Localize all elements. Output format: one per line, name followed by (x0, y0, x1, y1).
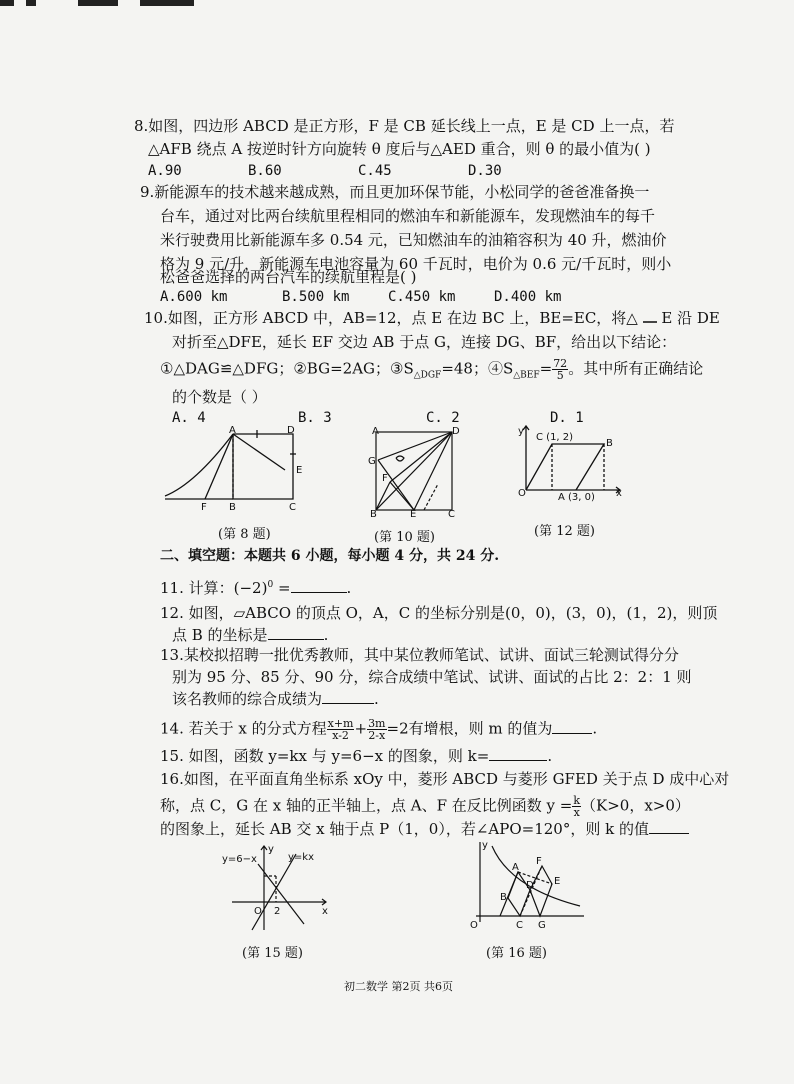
q10-fraction (552, 358, 568, 381)
q13-line3 (172, 690, 379, 708)
q16-line2-tail: （K>0，x>0） (581, 796, 690, 815)
q10-option-c: C. 2 (426, 410, 460, 426)
figure-15 (218, 842, 334, 934)
q11-exponent: 0 (267, 580, 274, 590)
q14-fraction-1 (327, 718, 355, 741)
q15-answer-blank[interactable] (489, 760, 547, 761)
q16-line2-text: 称，点 C，G 在 x 轴的正半轴上，点 A、F 在反比例函数 (160, 796, 547, 815)
q14-f2-num: 3m (368, 717, 386, 730)
q12-end: . (323, 626, 329, 644)
q16-line1: 16.如图，在平面直角坐标系 xOy 中，菱形 ABCD 与菱形 GFED 关于点 D 成中心对 (160, 770, 730, 788)
q8-option-c: C.45 (358, 163, 392, 179)
q13-answer-blank[interactable] (322, 703, 374, 704)
fig15-label-y: y (268, 844, 274, 855)
q16-line2 (160, 795, 690, 818)
q13-line2: 别为 95 分、85 分、90 分，综合成绩中笔试、试讲、面试的占比 2：2：1 则 (172, 668, 692, 686)
q10-frac-den: 5 (556, 369, 564, 382)
q9-option-b: B.500 km (282, 289, 350, 305)
q12-line1: 12. 如图，▱ABCO 的顶点 O，A，C 的坐标分别是(0，0)，(3，0)，(1，2)，则顶 (160, 604, 718, 622)
fig10-label-d: D (452, 426, 460, 437)
q15-line (160, 747, 552, 765)
q10-line3-part1: ①△DAG≌△DFG；②BG=2AG；③S (160, 359, 414, 378)
q14-f1-num: x+m (327, 717, 354, 730)
fig12-label-x: x (616, 488, 622, 499)
q14-fraction-2 (367, 718, 386, 741)
fig10-label-c: C (448, 509, 455, 520)
fig10-label-e: E (410, 509, 417, 520)
fig16-label-e: E (554, 876, 561, 887)
fig16-label-c: C (516, 920, 523, 931)
figure-8 (165, 424, 315, 514)
scan-header-artifact (0, 0, 794, 10)
q9-option-d: D.400 km (494, 289, 562, 305)
figure-10 (368, 424, 468, 518)
q12-answer-blank[interactable] (268, 639, 324, 640)
q14-f1-den: x-2 (332, 729, 349, 742)
fig10-label-a: A (372, 426, 379, 437)
fig16-label-f: F (536, 856, 542, 867)
fig12-caption: (第 12 题) (534, 524, 595, 539)
q14-text: 14. 若关于 x 的分式方程 (160, 719, 327, 738)
q9-option-a: A.600 km (160, 289, 228, 305)
page-footer: 初二数学 第2页 共6页 (344, 980, 453, 993)
q10-line3-part3: 。其中所有正确结论 (568, 359, 704, 378)
fig15-label-line2: y=kx (288, 852, 315, 863)
fig8-label-b: B (229, 502, 236, 513)
fig10-label-b: B (370, 509, 377, 520)
q16-line3 (160, 820, 689, 838)
fig16-label-y: y (482, 840, 488, 851)
fig16-label-a: A (512, 862, 519, 873)
q9-line3: 米行驶费用比新能源车多 0.54 元，已知燃油车的油箱容积为 40 升，燃油价 (160, 231, 667, 249)
fig12-label-c: C (1, 2) (536, 432, 574, 443)
fig10-caption: (第 10 题) (374, 530, 435, 545)
q14-line (160, 718, 597, 741)
section2-heading: 二、填空题：本题共 6 小题，每小题 4 分，共 24 分. (160, 548, 500, 564)
figure-12 (516, 424, 628, 504)
q8-line1: 8.如图，四边形 ABCD 是正方形，F 是 CB 延长线上一点，E 是 CD 上一点，若 (134, 117, 675, 135)
fig15-caption: (第 15 题) (242, 946, 303, 961)
fig10-label-g: G (368, 456, 376, 467)
q9-line4: 格为 9 元/升，新能源车电池容量为 60 千瓦时，电价为 0.6 元/千瓦时，则小 (160, 255, 672, 273)
q10-line3-eq: = (539, 359, 553, 378)
q11-answer-blank[interactable] (291, 592, 347, 593)
fig15-label-o: O (254, 906, 262, 917)
q14-text-2: =2有增根，则 m 的值为 (386, 719, 553, 738)
fig8-caption: (第 8 题) (218, 527, 271, 542)
q9-line2: 台车，通过对比两台续航里程相同的燃油车和新能源车，发现燃油车的每千 (160, 207, 656, 225)
fig12-label-b: B (606, 438, 613, 449)
q13-line3-text: 该名教师的综合成绩为 (172, 690, 323, 708)
fig8-label-d: D (287, 425, 295, 436)
q13-line1: 13.某校拟招聘一批优秀教师，其中某位教师笔试、试讲、面试三轮测试得分分 (160, 646, 679, 664)
fig16-label-d: D (526, 880, 534, 891)
q11-text: 11. 计算：(−2) (160, 579, 268, 597)
fig12-label-a: A (3, 0) (558, 492, 595, 503)
q16-line3-text: 的图象上，延长 AB 交 x 轴于点 P（1，0），若∠APO=120°，则 k 的值 (160, 820, 649, 838)
fig15-label-2: 2 (274, 906, 281, 917)
q10-line1 (144, 309, 720, 327)
fig16-caption: (第 16 题) (486, 946, 547, 961)
q9-line1: 9.新能源车的技术越来越成熟，而且更加环保节能，小松同学的爸爸准备换一 (140, 183, 650, 201)
q10-sub3: △DGF (413, 370, 442, 381)
q9-option-c: C.450 km (388, 289, 456, 305)
q10-line3-part2: =48；④S (441, 359, 514, 378)
q15-text: 15. 如图，函数 y=kx 与 y=6−x 的图象，则 k= (160, 747, 490, 765)
q16-frac-den: x (573, 806, 580, 819)
q8-option-a: A.90 (148, 163, 182, 179)
fig12-label-y: y (518, 426, 524, 437)
q16-fraction (572, 795, 581, 818)
fig16-label-g: G (538, 920, 546, 931)
fig8-label-e: E (296, 465, 303, 476)
q10-line4: 的个数是（ ） (172, 388, 267, 406)
q14-plus: + (354, 719, 368, 738)
q11-line (160, 576, 351, 597)
q10-option-d: D. 1 (550, 410, 584, 426)
q10-option-b: B. 3 (298, 410, 332, 426)
q10-line3 (160, 358, 703, 385)
q8-option-b: B.60 (248, 163, 282, 179)
q13-end: . (374, 690, 379, 708)
q10-sub4: △BEF (513, 370, 540, 381)
q14-answer-blank[interactable] (552, 733, 592, 734)
q10-line2: 对折至△DFE，延长 EF 交边 AB 于点 G，连接 DG、BF，给出以下结论： (172, 333, 677, 351)
fig8-label-f: F (201, 502, 207, 513)
fig16-label-o: O (470, 920, 478, 931)
q10-line1-text: 10.如图，正方形 ABCD 中，AB=12，点 E 在边 BC 上，BE=EC，将△ (144, 309, 638, 327)
q14-f2-den: 2-x (368, 729, 386, 742)
q14-end: . (592, 719, 598, 738)
q16-frac-num: k (573, 794, 581, 807)
q10-line1-tail: E 沿 DE (661, 309, 720, 327)
q12-line2-text: 点 B 的坐标是 (172, 626, 268, 644)
q10-option-a: A. 4 (172, 410, 206, 426)
q11-end: . (346, 579, 352, 597)
figure-16 (460, 838, 590, 936)
q11-eq: = (273, 579, 291, 597)
fig15-label-line1: y=6−x (222, 854, 257, 865)
q10-frac-num: 72 (553, 357, 568, 370)
q8-line2: △AFB 绕点 A 按逆时针方向旋转 θ 度后与△AED 重合，则 θ 的最小值为( ) (148, 140, 651, 158)
fig16-label-b: B (500, 892, 507, 903)
q9-line5: 松爸爸选择的两台汽车的续航里程是( ) (160, 268, 417, 286)
fig8-label-a: A (229, 425, 236, 436)
q16-answer-blank[interactable] (649, 833, 689, 834)
fig15-label-x: x (322, 906, 328, 917)
fig12-label-o: O (518, 488, 526, 499)
fig10-label-f: F (382, 473, 388, 484)
scan-smudge (643, 317, 657, 323)
q15-end: . (547, 747, 553, 765)
q8-option-d: D.30 (468, 163, 502, 179)
q16-y-label: y = (546, 796, 573, 815)
q12-line2 (172, 626, 328, 644)
fig8-label-c: C (289, 502, 296, 513)
